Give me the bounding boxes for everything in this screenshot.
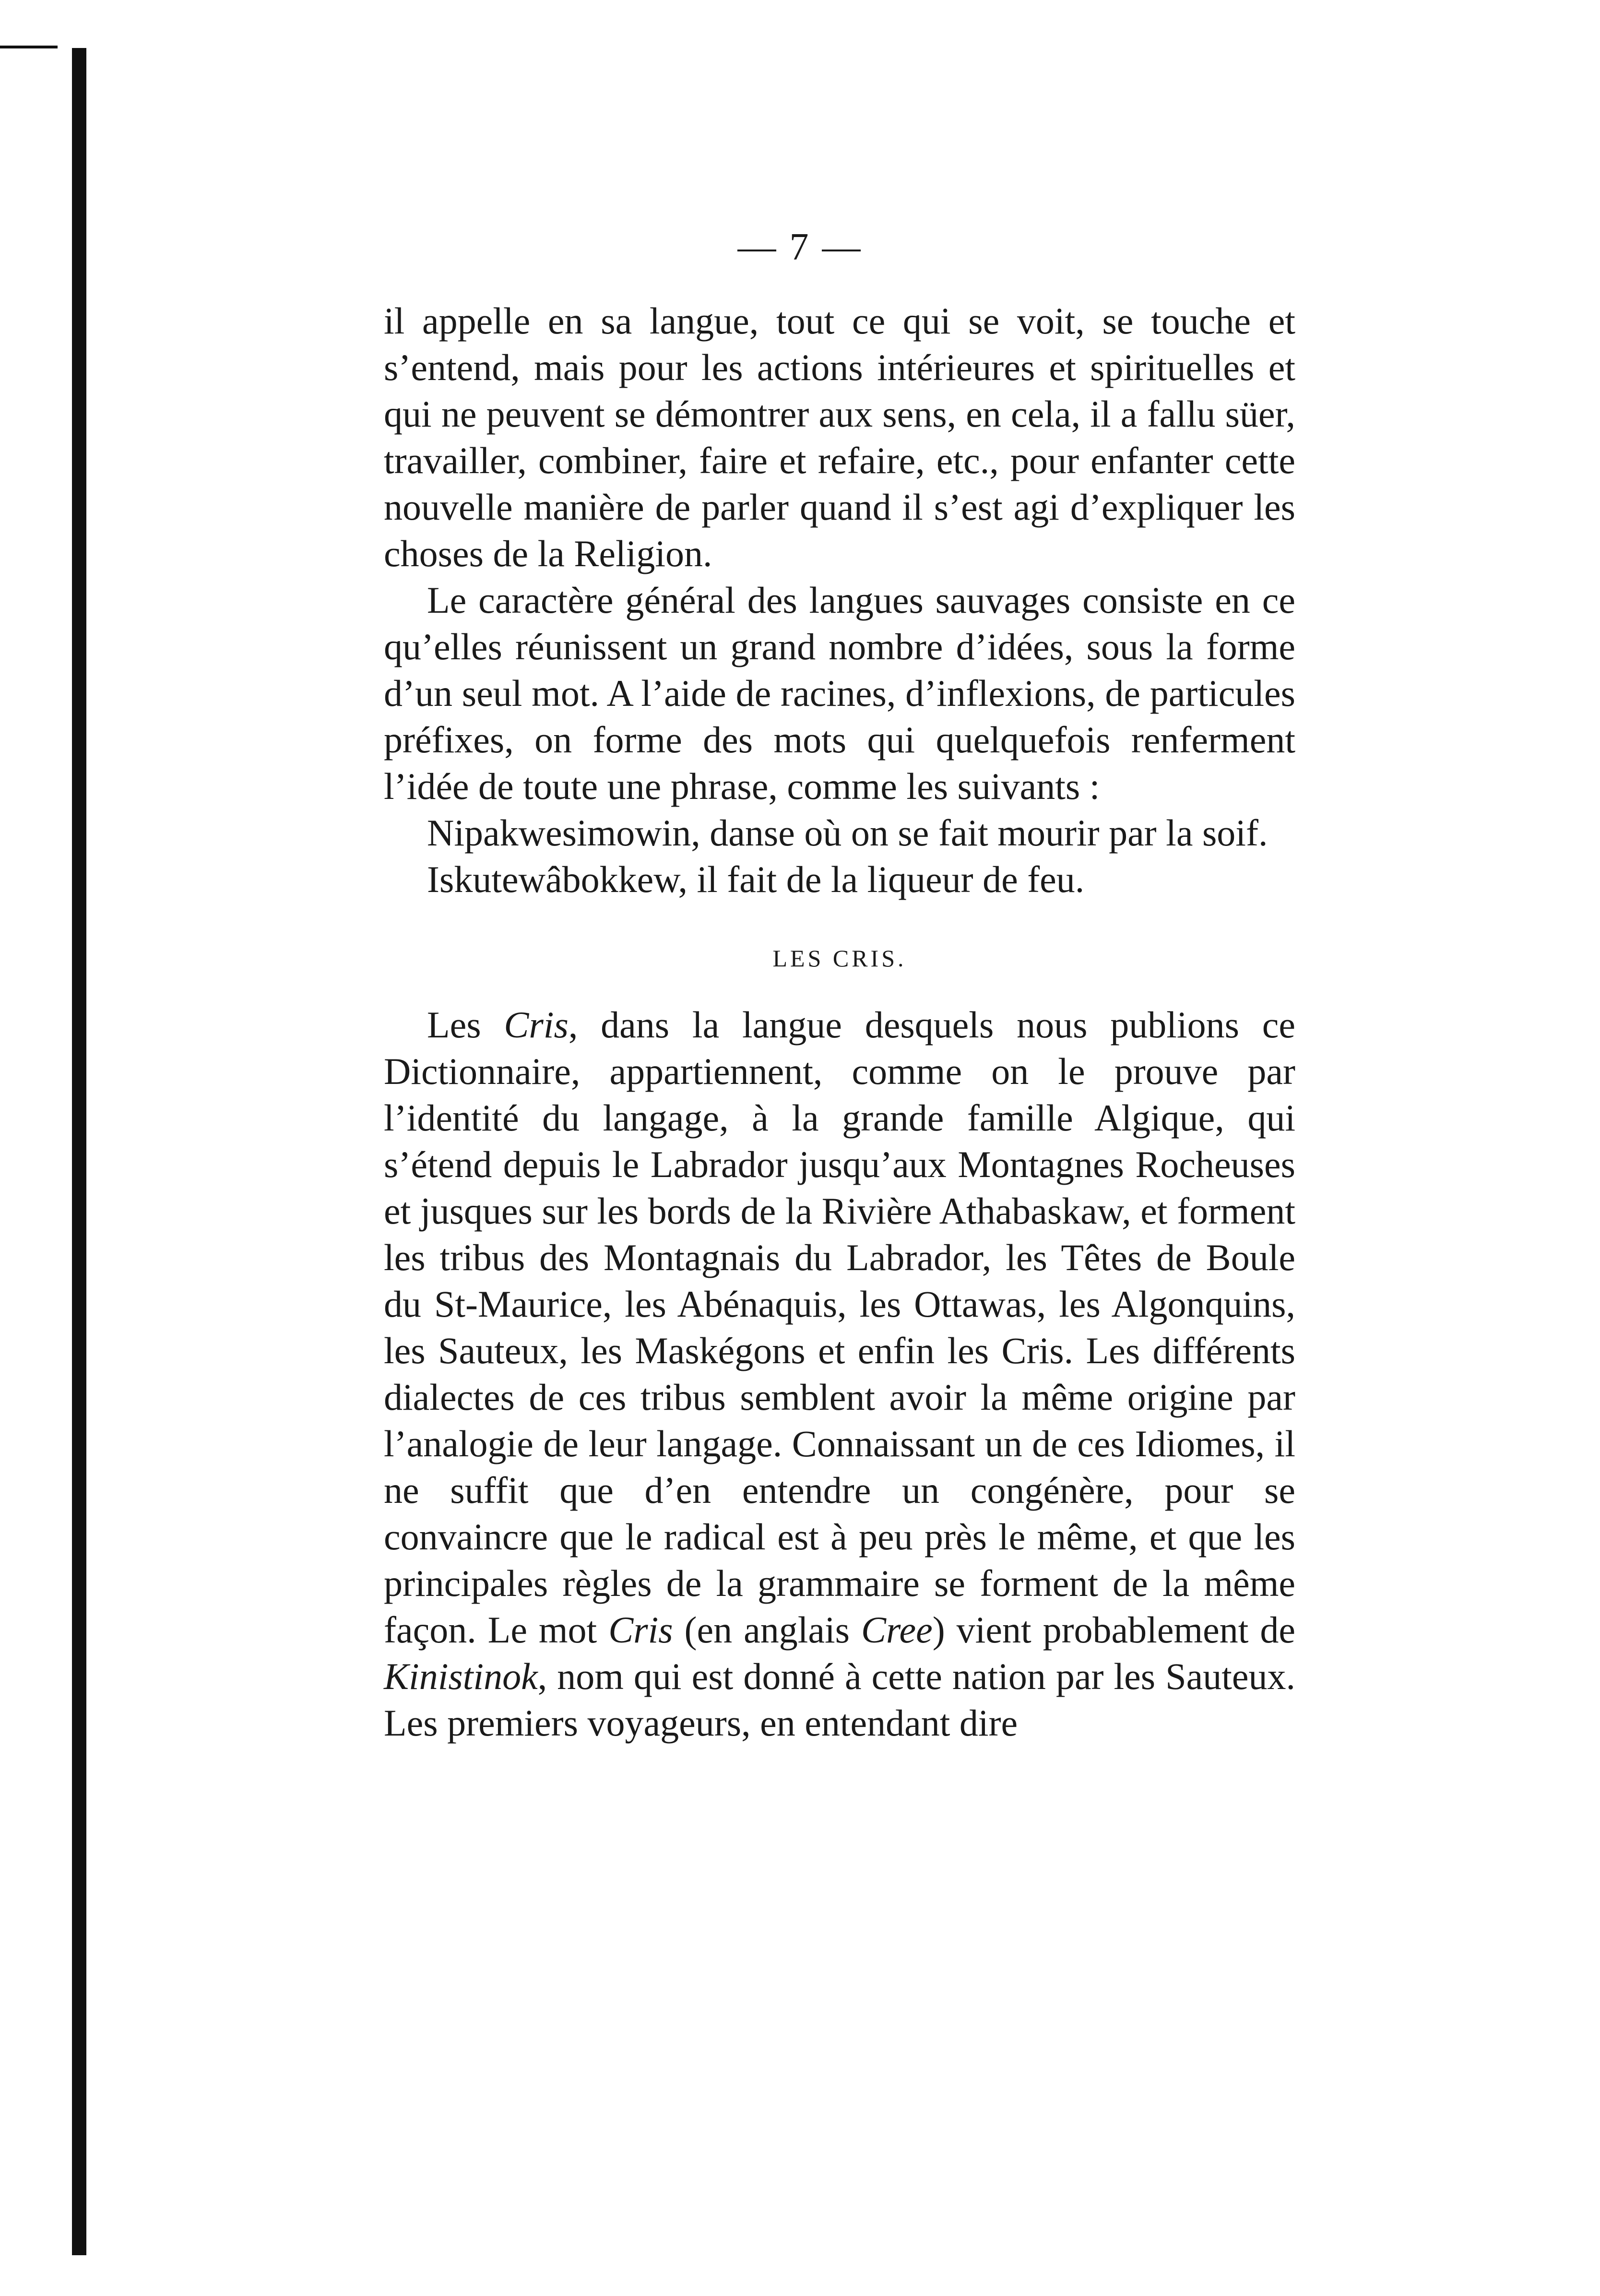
paragraph-3: Nipakwesimowin, danse où on se fait mourir par la soif. (427, 812, 1268, 854)
text-run: (en anglais (673, 1609, 861, 1651)
paragraph-2: Le caractère général des langues sauvages consiste en ce qu’elles réunissent un grand nombre d’idées, sous la forme d’un seul mot. A l’aide de racines, d’inflexions, de particules préfixes, on forme des mots qui quelquefois renferment l’idée de toute une phrase, comme les suivants : (384, 579, 1295, 807)
page-number: — 7 — (737, 226, 863, 268)
text-run: Les (427, 1004, 504, 1046)
italic-term-cris: Cris (608, 1609, 673, 1651)
binding-edge-mark (0, 46, 58, 48)
text-run: ) vient probablement de (932, 1609, 1296, 1651)
italic-term-cris: Cris (504, 1004, 569, 1046)
italic-term-cree: Cree (861, 1609, 933, 1651)
italic-term-kinistinok: Kinistinok (384, 1655, 538, 1697)
paragraph-4: Iskutewâbokkew, il fait de la liqueur de feu. (427, 858, 1085, 900)
binding-edge-bar (72, 48, 86, 2255)
section-heading-les-cris: LES CRIS. (772, 945, 907, 972)
paragraph-les-cris (384, 1001, 1295, 1746)
paragraph-1: il appelle en sa langue, tout ce qui se voit, se touche et s’entend, mais pour les actions intérieures et spirituelles et qui ne peuvent se démontrer aux sens, en cela, il a fallu süer, travailler, combiner, faire et refaire, etc., pour enfanter cette nouvelle manière de parler quand il s’est agi d’expliquer les choses de la Religion. (384, 300, 1295, 574)
text-run: , nom qui est donné à cette nation par les Sauteux. Les premiers voyageurs, en entendant dire (384, 1655, 1295, 1744)
main-text-block (384, 297, 1295, 1746)
text-run: , dans la langue desquels nous publions ce Dictionnaire, appartiennent, comme on le prouve par l’identité du langage, à la grande famille Algique, qui s’étend depuis le Labrador jusqu’aux Montagnes Rocheuses et jusques sur les bords de la Rivière Athabaskaw, et forment les tribus des Montagnais du Labrador, les Têtes de Boule du St-Maurice, les Abénaquis, les Ottawas, les Algonquins, les Sauteux, les Maskégons et enfin les Cris. Les différents dialectes de ces tribus semblent avoir la même origine par l’analogie de leur langage. Connaissant un de ces Idiomes, il ne suffit que d’en entendre un congénère, pour se convaincre que le radical est à peu près le même, et que les principales règles de la grammaire se forment de la même façon. Le mot (384, 1004, 1295, 1651)
